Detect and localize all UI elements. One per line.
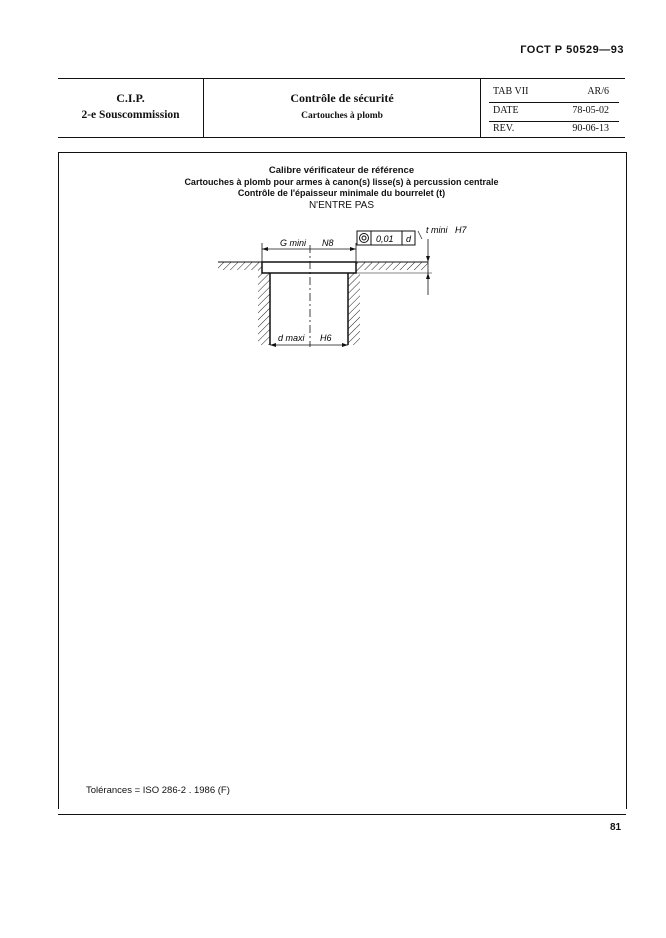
header-subtitle: Cartouches à plomb [301,111,383,121]
leader-line [418,231,422,239]
hatch-left-wall [258,270,270,345]
arrow [426,273,430,279]
label-g-mini: G mini [280,238,307,248]
meta-value: AR/6 [587,86,609,97]
commission-name: 2-e Souscommission [81,109,180,121]
arrow [342,343,348,347]
arrow [426,256,430,262]
label-t-fit: H7 [455,225,467,235]
hatch-left-top [218,262,262,270]
label-d-maxi: d maxi [278,333,305,343]
bottom-rule [58,814,626,815]
arrow [270,343,276,347]
meta-key: DATE [493,105,519,116]
meta-key: REV. [493,123,515,134]
meta-key: TAB VII [493,86,529,97]
title-cell [204,79,480,137]
label-d-fit: H6 [320,333,332,343]
tolerance-value: 0,01 [376,234,394,244]
meta-row-tab [489,86,619,103]
org-name: C.I.P. [116,91,145,105]
hatch-right-wall [348,270,360,345]
standard-number: ГОСТ Р 50529—93 [520,44,624,56]
meta-value: 78-05-02 [572,105,609,116]
tolerances-note: Tolérances = ISO 286-2 . 1986 (F) [86,785,230,796]
hatch-right-top [356,262,428,270]
datum-label: d [406,234,412,244]
gauge-drawing [200,215,490,355]
meta-row-rev [489,123,619,139]
meta-value: 90-06-13 [572,123,609,134]
label-g-fit: N8 [322,238,334,248]
drawing-subtitle-2: Contrôle de l'épaisseur minimale du bourrelet (t) [237,188,446,198]
meta-row-date [489,105,619,122]
page-number: 81 [610,822,622,833]
drawing-subtitle: Cartouches à plomb pour armes à canon(s) lisse(s) à percussion centrale [184,177,499,187]
header-table [58,78,625,138]
org-cell [58,79,203,137]
drawing-title: Calibre vérificateur de référence [268,165,415,176]
label-t-mini: t mini [426,225,448,235]
gauge-type: N'ENTRE PAS [308,200,375,211]
arrow [350,247,356,251]
header-title: Contrôle de sécurité [290,91,394,105]
arrow [262,247,268,251]
meta-cell [481,79,625,137]
rim-seat [262,262,356,273]
